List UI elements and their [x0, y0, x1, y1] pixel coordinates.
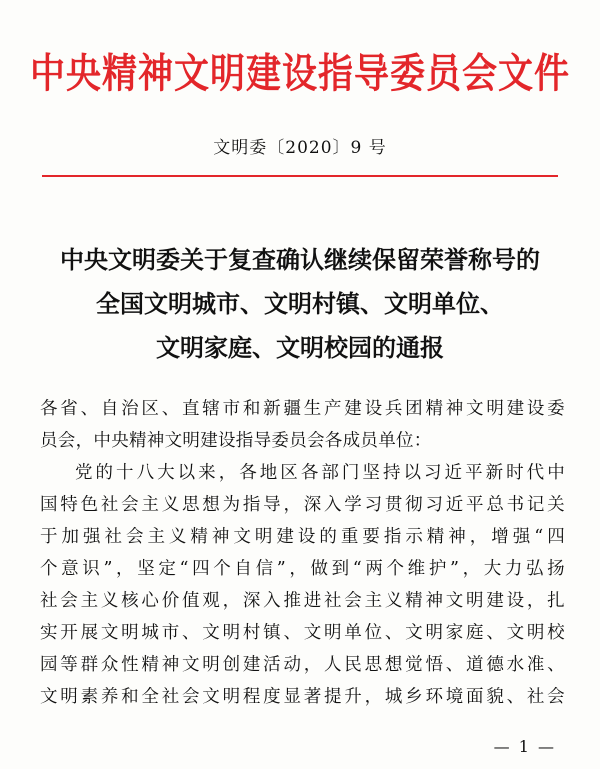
paragraph-line: 社会主义核心价值观，深入推进社会主义精神文明建设，扎: [40, 591, 565, 611]
document-body: [40, 393, 565, 713]
paragraph-line: 党的十八大以来，各地区各部门坚持以习近平新时代中: [75, 463, 565, 483]
paragraph-line: 园等群众性精神文明创建活动，人民思想觉悟、道德水准、: [40, 655, 565, 675]
issuer-header: 中央精神文明建设指导委员会文件: [29, 51, 570, 98]
paragraph-line: 文明素养和全社会文明程度显著提升，城乡环境面貌、社会: [40, 687, 565, 707]
red-divider-line: [42, 175, 558, 177]
title-line: 文明家庭、文明校园的通报: [156, 334, 444, 362]
paragraph-line: 国特色社会主义思想为指导，深入学习贯彻习近平总书记关: [40, 495, 565, 515]
page-number: — 1 —: [493, 737, 556, 756]
paragraph-line: 实开展文明城市、文明村镇、文明单位、文明家庭、文明校: [40, 623, 565, 643]
addressee-line: 各省、自治区、直辖市和新疆生产建设兵团精神文明建设委: [40, 399, 565, 419]
paragraph-line: 个意识”，坚定“四个自信”，做到“两个维护”，大力弘扬: [40, 559, 565, 579]
document-number: 文明委〔2020〕9 号: [213, 138, 387, 158]
title-line: 全国文明城市、文明村镇、文明单位、: [96, 290, 504, 318]
addressee-line: 员会，中央精神文明建设指导委员会各成员单位：: [40, 431, 432, 451]
paragraph-line: 于加强社会主义精神文明建设的重要指示精神，增强“四: [40, 527, 565, 547]
title-line: 中央文明委关于复查确认继续保留荣誉称号的: [60, 246, 540, 274]
document-title: [0, 238, 600, 370]
